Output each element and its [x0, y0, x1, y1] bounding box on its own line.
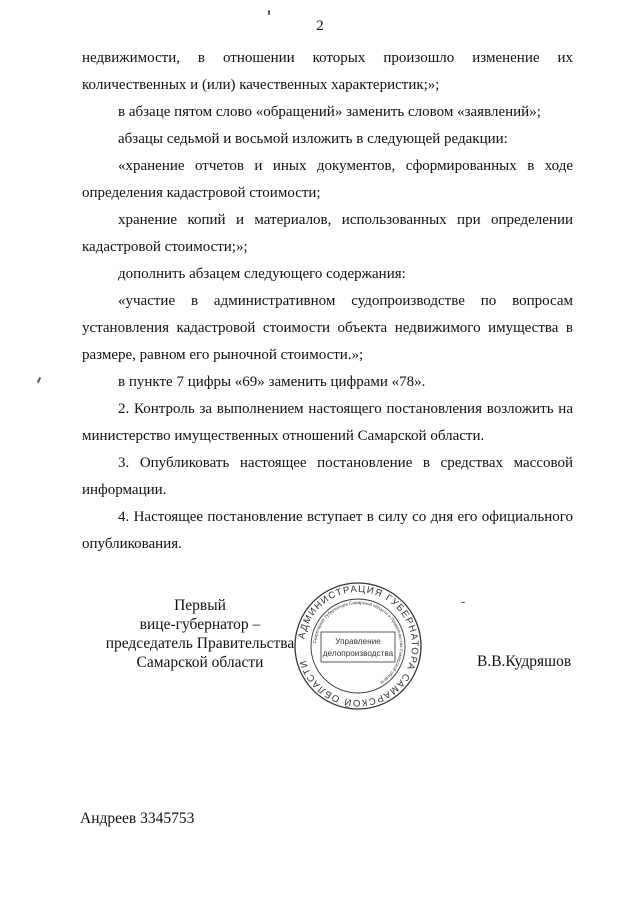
paragraph: «хранение отчетов и иных документов, сформированных в ходе определения кадастровой стоимости;	[82, 158, 573, 201]
paragraph: хранение копий и материалов, использованных при определении кадастровой стоимости;»;	[82, 212, 573, 255]
signatory-title-line: Самарской области	[136, 654, 264, 671]
scan-speck	[461, 602, 465, 603]
signatory-title-line: председатель Правительства	[105, 635, 295, 652]
paragraph: в пункте 7 цифры «69» заменить цифрами «78».	[118, 374, 426, 390]
paragraph: «участие в административном судопроизводстве по вопросам установления кадастровой стоимости объекта недвижимого имущества в размере, равном его рыночной стоимости.»;	[82, 293, 573, 363]
seal-stamp-graphic	[292, 580, 424, 712]
paragraph: дополнить абзацем следующего содержания:	[118, 266, 406, 282]
official-seal	[292, 580, 424, 712]
document-body	[82, 45, 573, 558]
seal-inner-text: Секретариат Губернатора Самарской области и Правительства Самарской области	[312, 599, 405, 686]
signer-name: В.В.Кудряшов	[477, 653, 572, 670]
signatory-title-line: Первый	[174, 597, 226, 614]
paragraph: абзацы седьмой и восьмой изложить в следующей редакции:	[118, 131, 508, 147]
seal-inner-ring	[311, 599, 405, 693]
executor-contact: Андреев 3345753	[80, 810, 195, 827]
paragraph: 3. Опубликовать настоящее постановление в средствах массовой информации.	[82, 455, 573, 498]
paragraph: в абзаце пятом слово «обращений» заменить словом «заявлений»;	[118, 104, 541, 120]
paragraph: 4. Настоящее постановление вступает в силу со дня его официального опубликования.	[82, 509, 573, 552]
seal-outer-text: АДМИНИСТРАЦИЯ ГУБЕРНАТОРА САМАРСКОЙ ОБЛАСТИ	[296, 583, 421, 709]
page-number: 2	[316, 18, 324, 34]
seal-center-line: делопроизводства	[322, 649, 394, 658]
paragraph: недвижимости, в отношении которых произошло изменение их количественных и (или) качественных характеристик;»;	[82, 50, 573, 93]
scan-speck	[268, 10, 270, 15]
paragraph: 2. Контроль за выполнением настоящего постановления возложить на министерство имущественных отношений Самарской области.	[82, 401, 573, 444]
signatory-title-line: вице-губернатор –	[139, 616, 261, 633]
seal-center-line: Управление	[335, 637, 381, 646]
scan-speck	[37, 377, 41, 383]
signatory-title	[100, 596, 300, 672]
